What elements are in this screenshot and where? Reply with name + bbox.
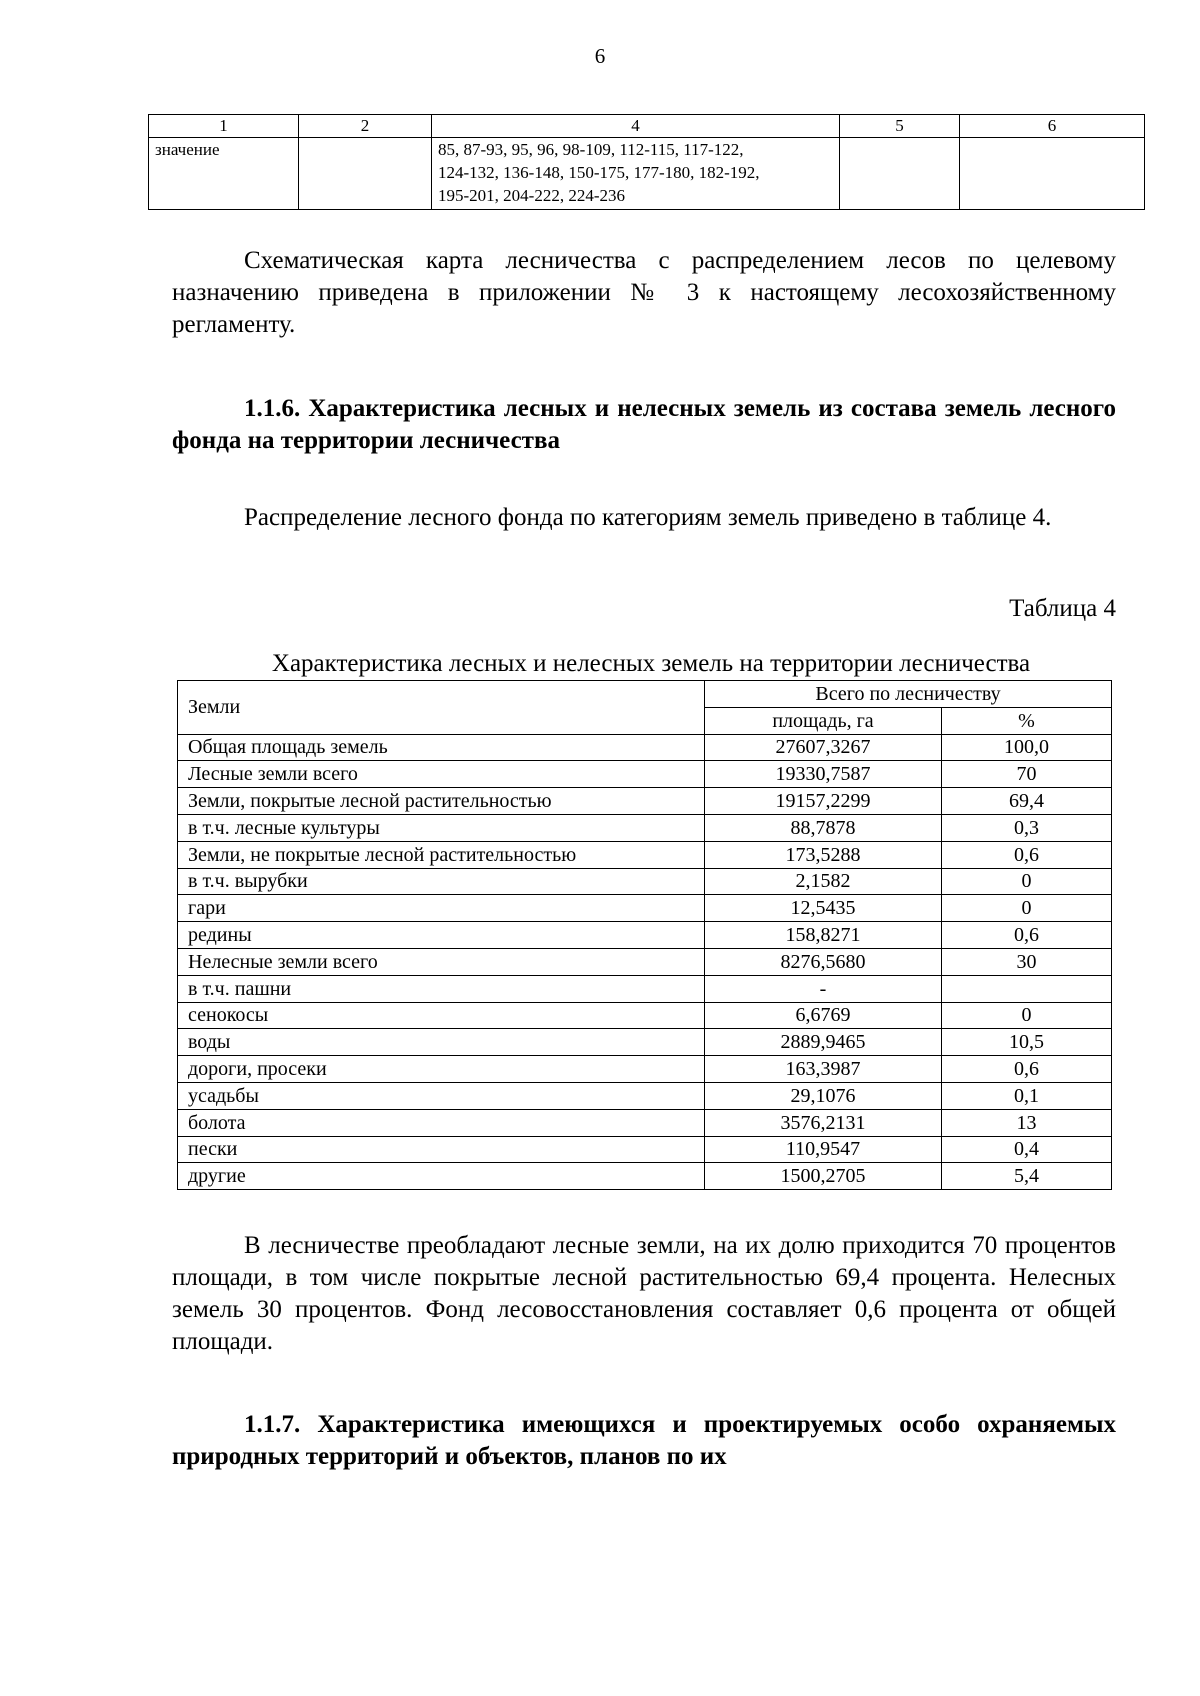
land-name-cell: редины	[178, 922, 705, 949]
land-name-cell: Общая площадь земель	[178, 734, 705, 761]
area-cell: 88,7878	[705, 814, 942, 841]
table-row	[178, 1029, 1112, 1056]
table-row	[178, 841, 1112, 868]
table-row	[178, 868, 1112, 895]
percent-cell: 5,4	[942, 1163, 1112, 1190]
paragraph-summary: В лесничестве преобладают лесные земли, на их долю приходится 70 процентов площади, в том числе покрытые лесной растительностью 69,4 процента. Нелесных земель 30 процентов. Фонд лесовосстановления составляет 0,6 процента от общей площади.	[172, 1232, 1116, 1355]
area-cell: 163,3987	[705, 1056, 942, 1083]
header-cell: 6	[960, 115, 1145, 138]
land-name-cell: болота	[178, 1109, 705, 1136]
table-row	[178, 975, 1112, 1002]
percent-cell: 0,4	[942, 1136, 1112, 1163]
area-cell: 19330,7587	[705, 761, 942, 788]
area-cell: 29,1076	[705, 1082, 942, 1109]
percent-cell: 0,6	[942, 922, 1112, 949]
area-cell: 158,8271	[705, 922, 942, 949]
percent-cell: 69,4	[942, 788, 1112, 815]
table-row	[178, 788, 1112, 815]
area-cell: -	[705, 975, 942, 1002]
continuation-table	[148, 114, 1145, 210]
land-name-cell: Земли, не покрытые лесной растительностью	[178, 841, 705, 868]
area-cell: 8276,5680	[705, 948, 942, 975]
header-total: Всего по лесничеству	[705, 681, 1112, 708]
land-name-cell: сенокосы	[178, 1002, 705, 1029]
land-name-cell: в т.ч. лесные культуры	[178, 814, 705, 841]
quarters-line: 85, 87-93, 95, 96, 98-109, 112-115, 117-122,	[438, 140, 744, 159]
table-row	[178, 814, 1112, 841]
percent-cell: 0,3	[942, 814, 1112, 841]
quarters-cell	[432, 138, 840, 210]
purpose-cell: значение	[149, 138, 299, 210]
percent-cell: 0,6	[942, 841, 1112, 868]
header-area: площадь, га	[705, 707, 942, 734]
table-row	[178, 1082, 1112, 1109]
quarters-line: 195-201, 204-222, 224-236	[438, 186, 625, 205]
header-cell: 5	[840, 115, 960, 138]
land-name-cell: Нелесные земли всего	[178, 948, 705, 975]
percent-cell: 13	[942, 1109, 1112, 1136]
empty-cell	[840, 138, 960, 210]
empty-cell	[960, 138, 1145, 210]
table-row	[178, 734, 1112, 761]
percent-cell: 0	[942, 868, 1112, 895]
header-cell: 2	[299, 115, 432, 138]
percent-cell	[942, 975, 1112, 1002]
header-lands: Земли	[178, 681, 705, 735]
table-label: Таблица 4	[1009, 595, 1116, 622]
empty-cell	[299, 138, 432, 210]
area-cell: 2889,9465	[705, 1029, 942, 1056]
land-name-cell: Земли, покрытые лесной растительностью	[178, 788, 705, 815]
page-number: 6	[594, 44, 606, 68]
header-pct: %	[942, 707, 1112, 734]
table-row	[178, 1002, 1112, 1029]
land-categories-table	[177, 680, 1112, 1190]
paragraph-map-reference: Схематическая карта лесничества с распределением лесов по целевому назначению приведена в приложении № 3 к настоящему лесохозяйственному регламенту.	[172, 247, 1116, 338]
land-name-cell: гари	[178, 895, 705, 922]
header-cell: 4	[432, 115, 840, 138]
percent-cell: 30	[942, 948, 1112, 975]
land-name-cell: в т.ч. вырубки	[178, 868, 705, 895]
land-name-cell: в т.ч. пашни	[178, 975, 705, 1002]
table-row	[178, 922, 1112, 949]
table-row	[178, 761, 1112, 788]
area-cell: 12,5435	[705, 895, 942, 922]
area-cell: 110,9547	[705, 1136, 942, 1163]
land-name-cell: Лесные земли всего	[178, 761, 705, 788]
area-cell: 2,1582	[705, 868, 942, 895]
area-cell: 3576,2131	[705, 1109, 942, 1136]
percent-cell: 70	[942, 761, 1112, 788]
area-cell: 1500,2705	[705, 1163, 942, 1190]
header-cell: 1	[149, 115, 299, 138]
continuation-table-header	[149, 115, 1145, 138]
percent-cell: 0	[942, 1002, 1112, 1029]
land-name-cell: пески	[178, 1136, 705, 1163]
continuation-table-row	[149, 138, 1145, 210]
percent-cell: 0,1	[942, 1082, 1112, 1109]
table-row	[178, 1109, 1112, 1136]
percent-cell: 0	[942, 895, 1112, 922]
area-cell: 27607,3267	[705, 734, 942, 761]
land-name-cell: другие	[178, 1163, 705, 1190]
area-cell: 173,5288	[705, 841, 942, 868]
paragraph-table-reference: Распределение лесного фонда по категориям земель приведено в таблице 4.	[244, 504, 1052, 531]
table-caption: Характеристика лесных и нелесных земель на территории лесничества	[271, 650, 1031, 677]
land-name-cell: дороги, просеки	[178, 1056, 705, 1083]
table-header-row	[178, 681, 1112, 708]
percent-cell: 100,0	[942, 734, 1112, 761]
table-row	[178, 948, 1112, 975]
land-name-cell: воды	[178, 1029, 705, 1056]
area-cell: 6,6769	[705, 1002, 942, 1029]
percent-cell: 10,5	[942, 1029, 1112, 1056]
table-row	[178, 1136, 1112, 1163]
table-row	[178, 895, 1112, 922]
percent-cell: 0,6	[942, 1056, 1112, 1083]
table-row	[178, 1056, 1112, 1083]
table-row	[178, 1163, 1112, 1190]
land-name-cell: усадьбы	[178, 1082, 705, 1109]
area-cell: 19157,2299	[705, 788, 942, 815]
quarters-line: 124-132, 136-148, 150-175, 177-180, 182-192,	[438, 163, 760, 182]
section-heading-1-1-7: 1.1.7. Характеристика имеющихся и проектируемых особо охраняемых природных территорий и объектов, планов по их	[172, 1411, 1116, 1470]
section-heading-1-1-6: 1.1.6. Характеристика лесных и нелесных земель из состава земель лесного фонда на территории лесничества	[172, 395, 1116, 454]
